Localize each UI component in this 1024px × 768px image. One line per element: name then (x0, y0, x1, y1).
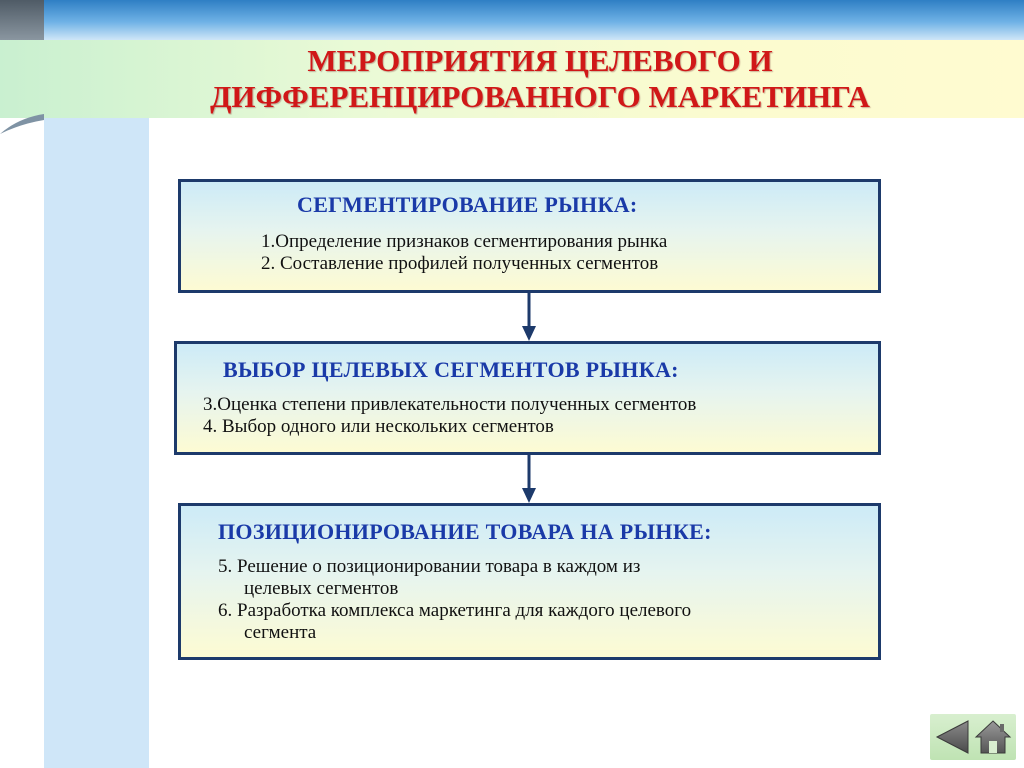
home-button[interactable] (974, 718, 1012, 756)
step-items (261, 231, 667, 275)
step-box-targeting (174, 341, 881, 455)
home-icon (974, 718, 1012, 756)
step-item: 2. Составление профилей полученных сегментов (261, 253, 659, 274)
top-decor-corner (0, 0, 44, 40)
step-box-segmentation (178, 179, 881, 293)
step-items (203, 394, 696, 438)
step-item: 5. Решение о позиционировании товара в каждом из (218, 556, 641, 577)
step-item: сегмента (244, 622, 317, 643)
step-heading: ВЫБОР ЦЕЛЕВЫХ СЕГМЕНТОВ РЫНКА: (223, 357, 679, 382)
step-heading: ПОЗИЦИОНИРОВАНИЕ ТОВАРА НА РЫНКЕ: (218, 519, 712, 544)
back-arrow-icon (934, 718, 972, 756)
step-item: 6. Разработка комплекса маркетинга для каждого целевого (218, 600, 692, 621)
step-item: 3.Оценка степени привлекательности полученных сегментов (203, 394, 697, 415)
page-title-line-2: ДИФФЕРЕНЦИРОВАННОГО МАРКЕТИНГА (210, 79, 870, 114)
step-box-positioning (178, 503, 881, 660)
step-item: целевых сегментов (244, 578, 399, 599)
flow-arrow-icon (519, 454, 539, 504)
left-decor-curve (0, 112, 44, 134)
flow-arrow-icon (519, 292, 539, 342)
step-item: 1.Определение признаков сегментирования рынка (261, 231, 668, 252)
step-item: 4. Выбор одного или нескольких сегментов (203, 416, 554, 437)
back-button[interactable] (934, 718, 972, 756)
left-decor-edge (0, 40, 44, 768)
navigation-panel (930, 714, 1016, 760)
step-heading: СЕГМЕНТИРОВАНИЕ РЫНКА: (297, 192, 638, 217)
page-title-line-1: МЕРОПРИЯТИЯ ЦЕЛЕВОГО И (307, 43, 773, 78)
page-title (150, 40, 930, 118)
top-decor-band (0, 0, 1024, 40)
step-items (218, 556, 691, 644)
